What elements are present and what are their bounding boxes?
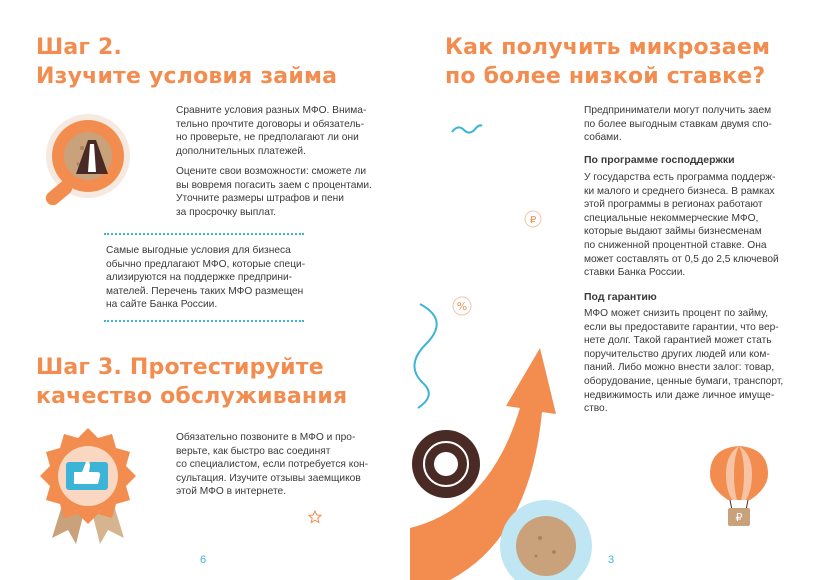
text-line: У государства есть программа поддерж- <box>584 172 776 183</box>
text-line: верьте, как быстро вас соединят <box>176 445 331 457</box>
text-line: за просрочку выплат. <box>176 206 277 218</box>
coin-decoration-icon <box>496 496 596 580</box>
text-line: паний. Либо можно внести залог: товар, <box>584 362 775 374</box>
text-line: специальные некоммерческие МФО, <box>584 212 759 224</box>
magnifier-icon <box>30 108 140 218</box>
text-line: обычно предлагают МФО, которые специ- <box>106 258 306 270</box>
percent-badge-icon <box>452 296 472 316</box>
text-line: со специалистом, если потребуется кон- <box>176 459 369 471</box>
page-number-right: 3 <box>608 554 615 566</box>
divider-bottom <box>104 320 304 322</box>
state-support-subheading: По программе господдержки <box>584 154 735 166</box>
ruble-badge-icon <box>524 210 542 228</box>
text-line: МФО может снизить процент по займу, <box>584 308 769 319</box>
step2-heading <box>36 33 337 91</box>
text-line: которые выдают займы бизнесменам <box>584 226 762 238</box>
step3-heading-line: качество обслуживания <box>36 384 348 409</box>
guarantee-subheading: Под гарантию <box>584 291 657 303</box>
text-line: этой программы в регионах работают <box>584 199 763 211</box>
text-line: ство. <box>584 403 608 415</box>
state-support-paragraph <box>584 171 779 280</box>
text-line: Самые выгодные условия для бизнеса <box>106 245 291 256</box>
text-line: если вы предоставите гарантии, что вер- <box>584 321 779 333</box>
text-line: сультация. Изучите отзывы заемщиков <box>176 472 361 484</box>
balloon-icon <box>706 444 772 534</box>
text-line: собами. <box>584 132 622 144</box>
right-page-heading <box>445 33 770 91</box>
text-line: Обязательно позвоните в МФО и про- <box>176 432 356 443</box>
text-line: Сравните условия разных МФО. Внима- <box>176 105 367 116</box>
wave-decoration-icon <box>450 122 484 136</box>
star-outline-icon <box>308 510 322 524</box>
balloon-ruble-sign: ₽ <box>735 511 743 524</box>
text-line: дополнительных платежей. <box>176 145 306 157</box>
text-line: Оцените свои возможности: сможете ли <box>176 166 367 177</box>
text-line: ки малого и среднего бизнеса. В рамках <box>584 185 775 197</box>
tip-paragraph <box>106 244 305 312</box>
ruble-sign: ₽ <box>529 215 537 226</box>
text-line: на сайте Банка России. <box>106 299 218 311</box>
percent-sign: % <box>456 300 468 313</box>
right-page <box>410 0 820 580</box>
text-line: нете долг. Такой гарантией может стать <box>584 335 772 347</box>
text-line: может составлять от 0,5 до 2,5 ключевой <box>584 253 779 265</box>
text-line: ализируются на поддержке предприни- <box>106 272 293 284</box>
text-line: недвижимость или даже личное имуще- <box>584 389 775 401</box>
text-line: вы вовремя погасить заем с процентами. <box>176 179 372 191</box>
thumbs-up-badge-icon <box>38 426 138 546</box>
page-number-left: 6 <box>200 554 207 566</box>
step3-paragraph <box>176 431 368 499</box>
intro-paragraph <box>584 104 772 145</box>
text-line: поручительство других людей или ком- <box>584 348 770 360</box>
text-line: по более выгодным ставкам двумя спо- <box>584 118 772 130</box>
right-heading-line: по более низкой ставке? <box>445 64 766 89</box>
text-line: мателей. Перечень таких МФО размещен <box>106 285 304 297</box>
step2-paragraph-1 <box>176 104 366 158</box>
step2-heading-line: Шаг 2. <box>36 35 123 60</box>
text-line: тельно прочтите договоры и обязатель- <box>176 118 365 130</box>
text-line: но проверьте, не предполагают ли они <box>176 132 359 144</box>
step2-paragraph-2 <box>176 165 372 219</box>
text-line: Предприниматели могут получить заем <box>584 105 772 116</box>
text-line: оборудование, ценные бумаги, транспорт, <box>584 375 784 387</box>
text-line: Уточните размеры штрафов и пени <box>176 193 344 205</box>
step2-heading-line: Изучите условия займа <box>36 64 338 89</box>
step3-heading-line: Шаг 3. Протестируйте <box>36 355 324 380</box>
divider-top <box>104 233 304 235</box>
text-line: ставки Банка России. <box>584 267 686 279</box>
right-heading-line: Как получить микрозаем <box>445 35 771 60</box>
step3-heading <box>36 353 347 411</box>
guarantee-paragraph <box>584 307 783 416</box>
text-line: по сниженной процентной ставке. Она <box>584 239 767 251</box>
text-line: этой МФО в интернете. <box>176 486 287 498</box>
